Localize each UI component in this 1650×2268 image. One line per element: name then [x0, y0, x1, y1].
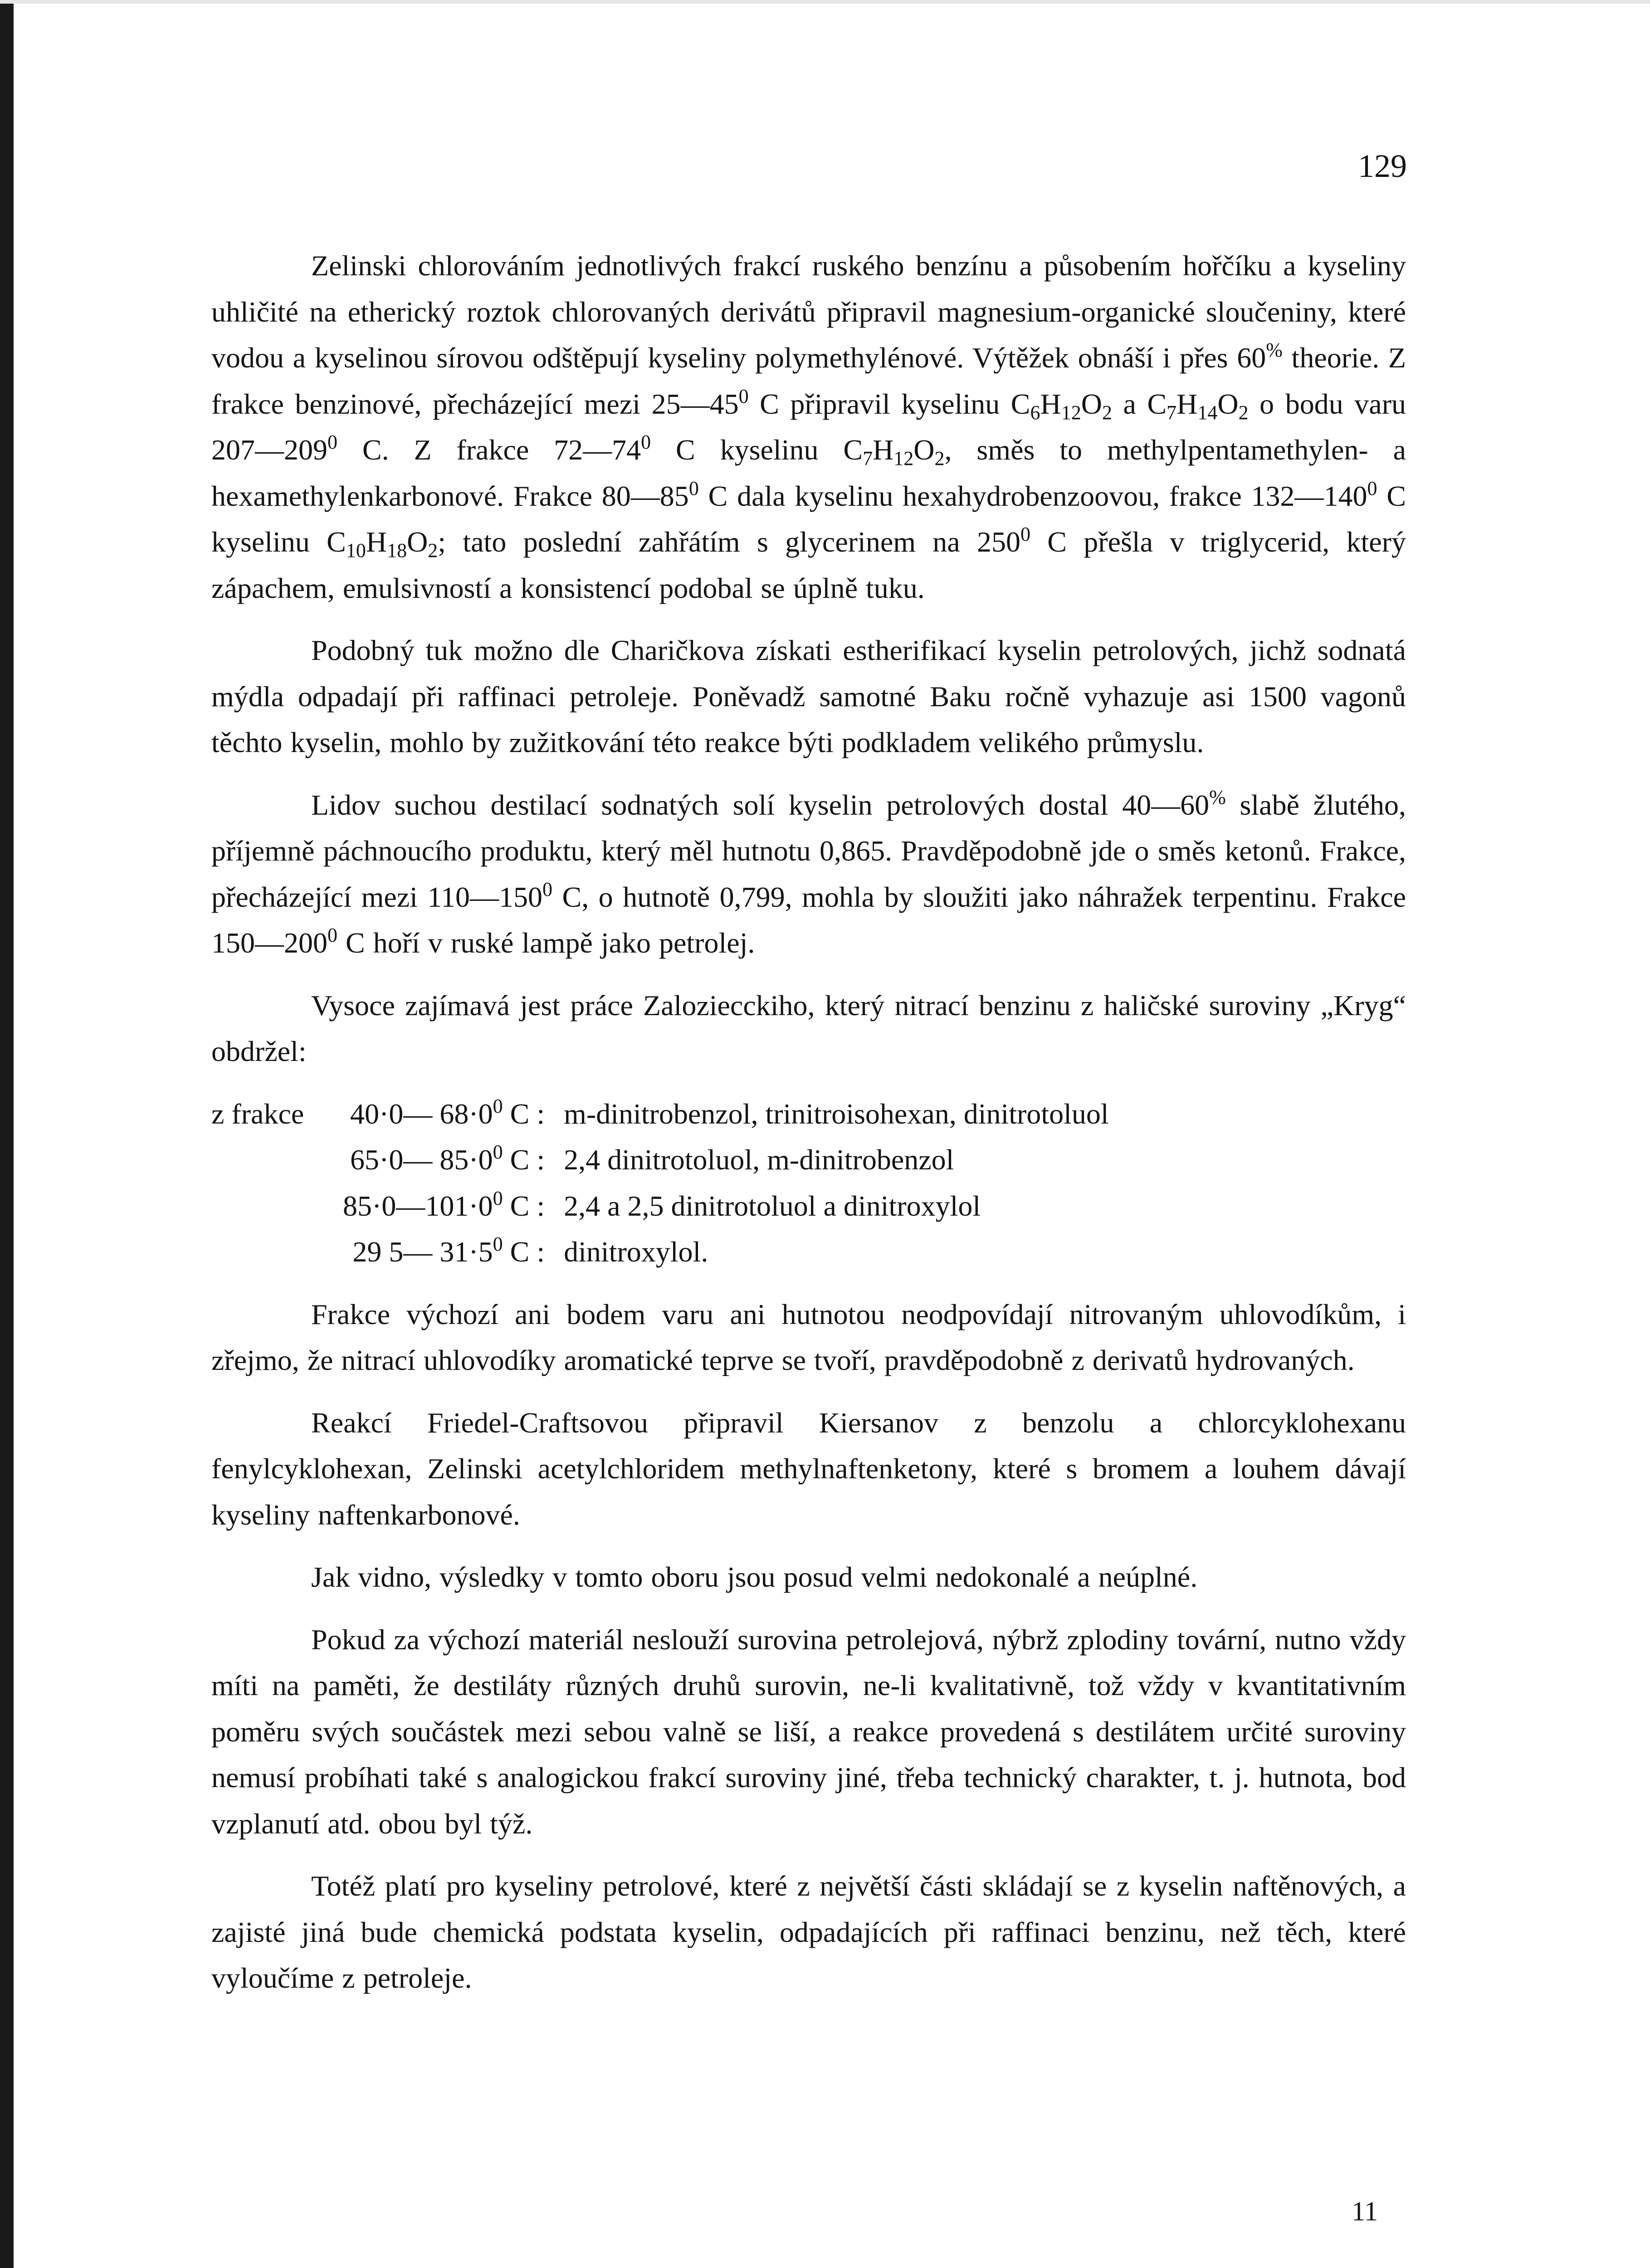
- scan-border-left: [0, 0, 14, 2268]
- table-row: [211, 1229, 1109, 1275]
- fraction-products: 2,4 dinitrotoluol, m-dinitrobenzol: [564, 1144, 954, 1176]
- fraction-range: 29 5— $31\cdot 5^0$ C :: [352, 1233, 545, 1268]
- paragraph-zaloziecki: Vysoce zajímavá jest práce Zaloziecckiho, který nitrací benzinu z haličské suroviny „Kryg“ obdržel:: [211, 989, 1406, 1067]
- paragraph-zelinski-chlorination: Zelinski chlorováním jednotlivých frakcí ruského benzínu a působením hořčíku a kyseliny uhličité na etherický roztok chlorovaných derivátů připravil magnesium-organické sloučeniny, které vodou a kyselinou sírovou odštěpují kyseliny polymethylénové. Výtěžek obnáší i přes 60% theorie. Z frakce benzinové, přecházející mezi $25—45^0$ C připravil kyselinu $C_6H_{12}O_2$ a $C_7H_{14}O_2$ o bodu varu $207—209^0$ C. Z frakce $72—74^0$ C kyselinu $C_7H_{12}O_2$, směs to methylpentamethylen- a hexamethylenkarbonové. Frakce $80—85^0$ C dala kyselinu hexahydrobenzoovou, frakce $132—140^0$ C kyselinu $C_{10}H_{18}O_2$; tato poslední zahřátím s glycerinem na $250^0$ C přešla v triglycerid, který zápachem, emulsivností a konsistencí podobal se úplně tuku.: [211, 249, 1406, 604]
- fraction-prefix-empty: [211, 1183, 343, 1229]
- paragraph-results-note: Jak vidno, výsledky v tomto oboru jsou posud velmi nedokonalé a neúplné.: [311, 1561, 1198, 1593]
- table-row: [211, 1091, 1109, 1137]
- fraction-prefix: z frakce: [211, 1097, 304, 1130]
- body-text: [211, 243, 1406, 2018]
- paragraph-lidov: Lidov suchou destilací sodnatých solí kyselin petrolových dostal 40—60% slabě žlutého, příjemně páchnoucího produktu, který měl hutnotu 0,865. Pravděpodobně jde o směs ketonů. Frakce, přecházející mezi $110—150^0$ C, o hutnotě 0,799, mohla by sloužiti jako náhražek terpentinu. Frakce $150—200^0$ C hoří v ruské lampě jako petrolej.: [211, 786, 1406, 959]
- fraction-products: dinitroxylol.: [564, 1236, 708, 1268]
- fraction-products: 2,4 a 2,5 dinitrotoluol a dinitroxylol: [564, 1189, 981, 1222]
- table-row: [211, 1183, 1109, 1229]
- fraction-prefix-empty: [211, 1229, 343, 1275]
- paragraph-friedel-crafts: Reakcí Friedel-Craftsovou připravil Kiersanov z benzolu a chlorcyklohexanu fenylcyklohexan, Zelinski acetylchloridem methylnaftenketony, které s bromem a louhem dávají kyseliny naftenkarbonové.: [211, 1406, 1406, 1531]
- paragraph-raw-material: Pokud za výchozí materiál neslouží surovina petrolejová, nýbrž zplodiny tovární, nutno vždy míti na paměti, že destiláty různých druhů surovin, ne-li kvalitativně, tož vždy v kvantitativním poměru svých součástek mezi sebou valně se liší, a reakce provedená s destilátem určité suroviny nemusí probíhati také s analogickou frakcí suroviny jiné, třeba technický charakter, t. j. hutnota, bod vzplanutí atd. obou byl týž.: [211, 1623, 1406, 1840]
- signature-mark: 11: [1352, 2196, 1378, 2226]
- fraction-products: m-dinitrobenzol, trinitroisohexan, dinitrotoluol: [564, 1097, 1109, 1130]
- paragraph-charickov: Podobný tuk možno dle Charičkova získati estherifikací kyselin petrolových, jichž sodnatá mýdla odpadají při raffinaci petroleje. Poněvadž samotné Baku ročně vyhazuje asi 1500 vagonů těchto kyselin, mohlo by zužitkování této reakce býti podkladem velikého průmyslu.: [211, 634, 1406, 758]
- fraction-table: [211, 1091, 1109, 1275]
- fraction-prefix-empty: [211, 1137, 343, 1183]
- paragraph-nitration-note: Frakce výchozí ani bodem varu ani hutnotou neodpovídají nitrovaným uhlovodíkům, i zřejmo, že nitrací uhlovodíky aromatické teprve se tvoří, pravděpodobně z derivatů hydrovaných.: [211, 1298, 1406, 1376]
- table-row: [211, 1137, 1109, 1183]
- fraction-range: 65·0— $85\cdot 0^0$ C :: [350, 1141, 545, 1176]
- fraction-range: 40·0— $68\cdot 0^0$ C :: [350, 1095, 545, 1130]
- page-number: 129: [1358, 148, 1407, 184]
- scan-border-top: [0, 0, 1650, 4]
- paragraph-petroleum-acids: Totéž platí pro kyseliny petrolové, které z největší části skládají se z kyselin naftěnových, a zajisté jiná bude chemická podstata kyselin, odpadajících při raffinaci benzinu, než těch, které vyloučíme z petroleje.: [211, 1870, 1406, 1994]
- fraction-range: $85\cdot 0—101\cdot 0^0$ C :: [343, 1187, 545, 1222]
